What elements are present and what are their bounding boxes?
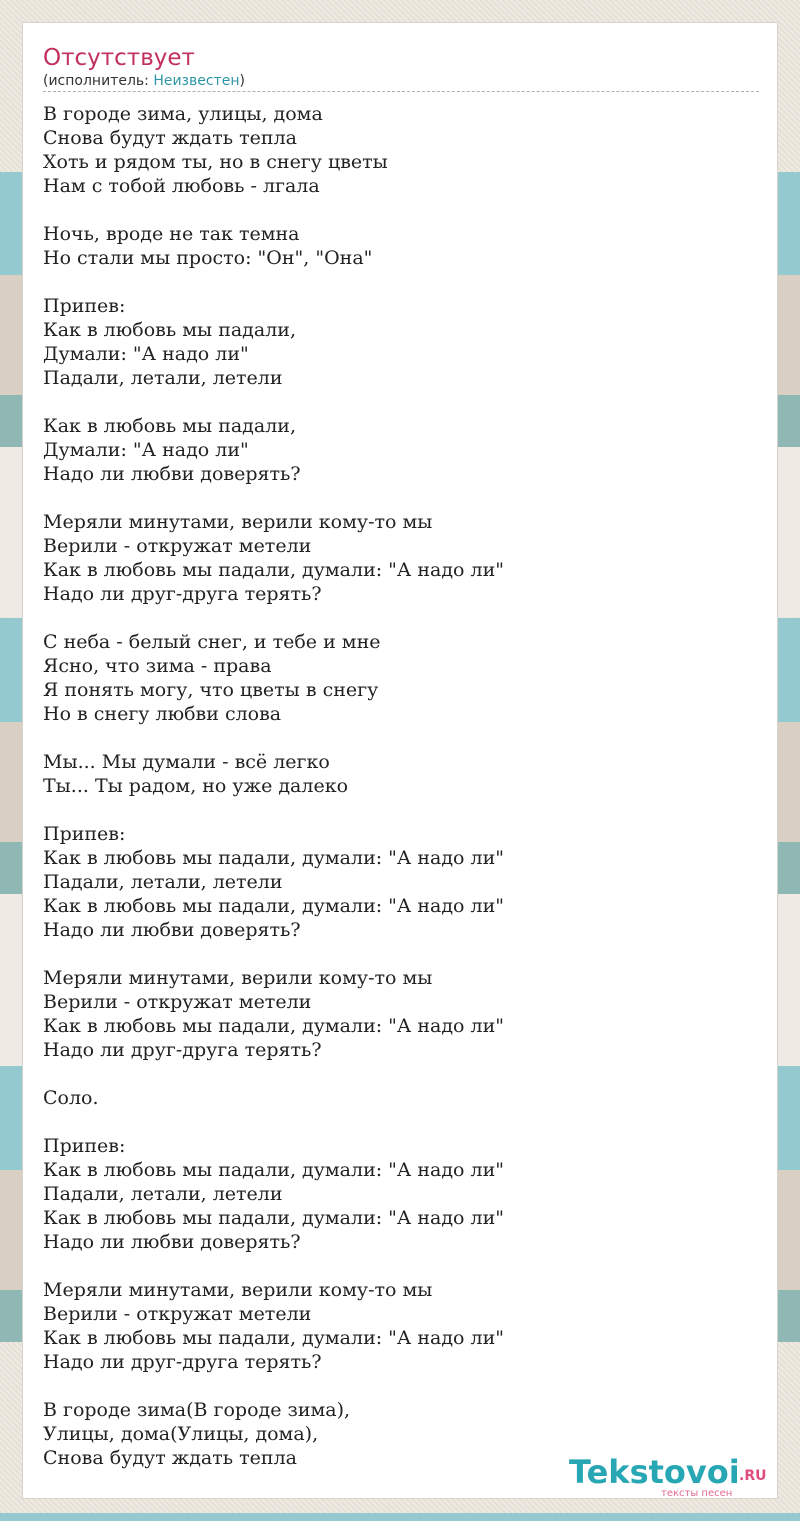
background-stripe	[0, 1513, 800, 1521]
song-header	[43, 43, 759, 92]
artist-suffix: )	[239, 73, 245, 89]
artist-line	[43, 72, 245, 90]
logo-tagline: тексты песен	[661, 1488, 733, 1499]
site-logo[interactable]	[569, 1454, 779, 1500]
artist-link[interactable]: Неизвестен	[153, 73, 240, 89]
logo-wordmark: Tekstovoi	[569, 1453, 740, 1491]
logo-domain: .RU	[739, 1468, 767, 1484]
lyrics-text: В городе зима, улицы, дома Снова будут ждать тепла Хоть и рядом ты, но в снегу цветы Нам с тобой любовь - лгала Ночь, вроде не так темна Но стали мы просто: "Он", "Она" Припев: Как в любовь мы падали, Думали: "А надо ли" Падали, летали, летели Как в любовь мы падали, Думали: "А надо ли" Надо ли любви доверять? Меряли минутами, верили кому-то мы Верили - откружат метели Как в любовь мы падали, думали: "А надо ли" Надо ли друг-друга терять? С неба - белый снег, и тебе и мне Ясно, что зима - права Я понять могу, что цветы в снегу Но в снегу любви слова Мы... Мы думали - всё легко Ты... Ты радом, но уже далеко Припев: Как в любовь мы падали, думали: "А надо ли" Падали, летали, летели Как в любовь мы падали, думали: "А надо ли" Надо ли любви доверять? Меряли минутами, верили кому-то мы Верили - откружат метели Как в любовь мы падали, думали: "А надо ли" Надо ли друг-друга терять? Соло. Припев: Как в любовь мы падали, думали: "А надо ли" Падали, летали, летели Как в любовь мы падали, думали: "А надо ли" Надо ли любви доверять? Меряли минутами, верили кому-то мы Верили - откружат метели Как в любовь мы падали, думали: "А надо ли" Надо ли друг-друга терять? В городе зима(В городе зима), Улицы, дома(Улицы, дома), Снова будут ждать тепла	[43, 103, 504, 1469]
lyrics-card	[22, 22, 778, 1499]
song-title: Отсутствует	[43, 45, 195, 71]
artist-prefix: (исполнитель:	[43, 73, 154, 89]
